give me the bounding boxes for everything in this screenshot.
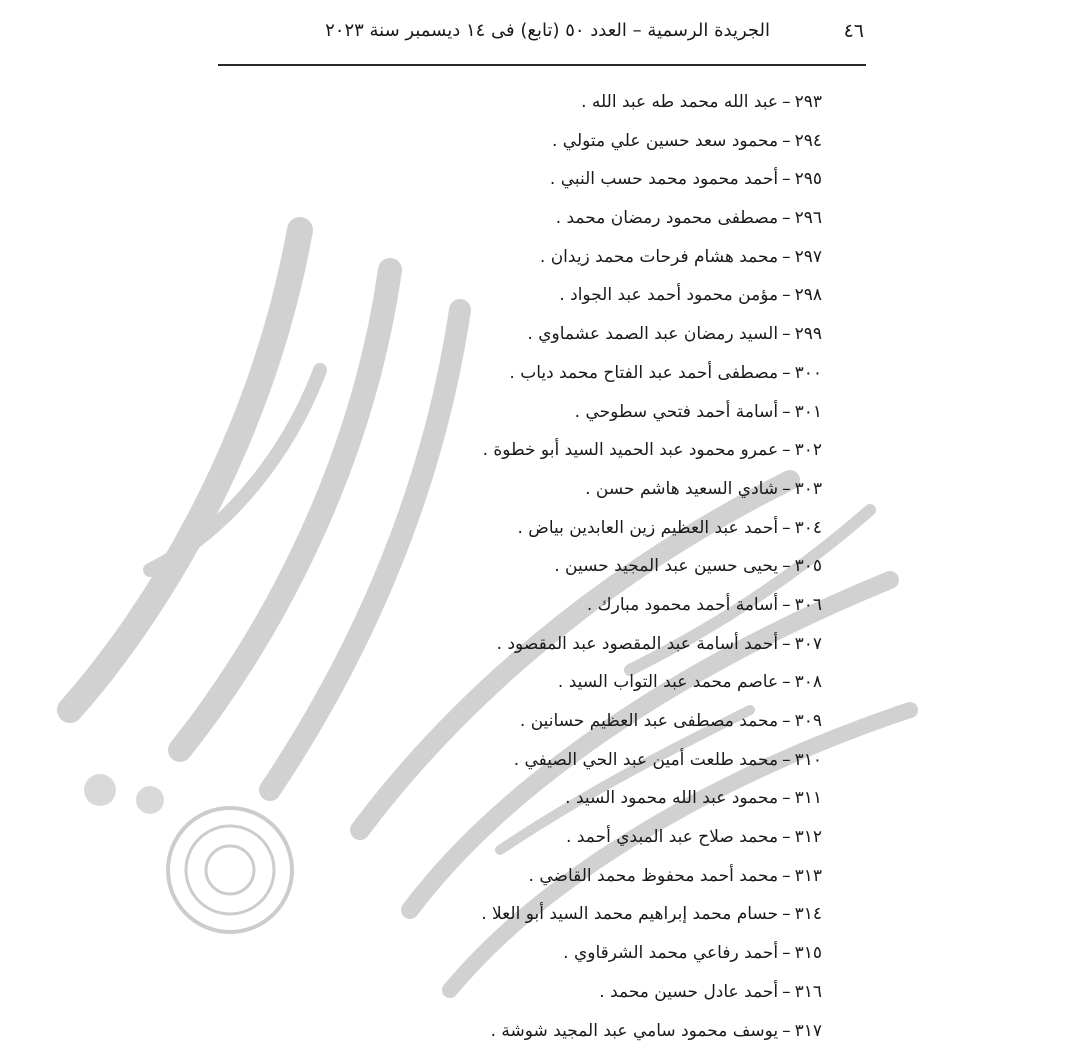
list-item: ٣٠٢–عمرو محمود عبد الحميد السيد أبو خطوة .	[482, 440, 822, 461]
list-item: ٢٩٩–السيد رمضان عبد الصمد عشماوي .	[527, 324, 822, 345]
list-item: ٣٠٩–محمد مصطفى عبد العظيم حسانين .	[519, 711, 822, 731]
list-item: ٣١٠–محمد طلعت أمين عبد الحي الصيفي .	[513, 749, 822, 770]
list-item: ٢٩٦–مصطفى محمود رمضان محمد .	[555, 208, 822, 229]
list-item: ٣١٧–يوسف محمود سامي عبد المجيد شوشة .	[490, 1020, 822, 1041]
list-item: ٣١٥–أحمد رفاعي محمد الشرقاوي .	[563, 943, 822, 964]
list-item: ٣٠٥–يحيى حسين عبد المجيد حسين .	[554, 556, 822, 577]
list-item: ٣٠٤–أحمد عبد العظيم زين العابدين بياض .	[517, 517, 822, 538]
page-header	[218, 14, 866, 52]
list-item: ٢٩٨–مؤمن محمود أحمد عبد الجواد .	[559, 285, 822, 306]
list-item: ٢٩٥–أحمد محمود محمد حسب النبي .	[549, 169, 822, 190]
list-item: ٣٠٨–عاصم محمد عبد التواب السيد .	[557, 672, 822, 693]
list-item: ٢٩٣–عبد الله محمد طه عبد الله .	[581, 92, 822, 112]
gazette-header-title: الجريدة الرسمية – العدد ٥٠ (تابع) فى ١٤ ديسمبر سنة ٢٠٢٣	[325, 20, 770, 41]
list-item: ٣١٣–محمد أحمد محفوظ محمد القاضي .	[528, 865, 822, 886]
list-item: ٢٩٤–محمود سعد حسين علي متولي .	[551, 130, 822, 151]
list-item: ٣١٤–حسام محمد إبراهيم محمد السيد أبو العلا .	[481, 904, 822, 925]
list-item: ٣٠١–أسامة أحمد فتحي سطوحي .	[574, 401, 822, 422]
list-item: ٣٠٦–أسامة أحمد محمود مبارك .	[586, 594, 822, 615]
name-list	[182, 86, 822, 1053]
list-item: ٣٠٧–أحمد أسامة عبد المقصود عبد المقصود .	[496, 633, 822, 654]
list-item: ٣١٦–أحمد عادل حسين محمد .	[599, 981, 822, 1002]
list-item: ٣١٢–محمد صلاح عبد المبدي أحمد .	[566, 827, 822, 848]
list-item: ٢٩٧–محمد هشام فرحات محمد زيدان .	[539, 246, 822, 267]
header-divider	[218, 64, 866, 66]
list-item: ٣٠٣–شادي السعيد هاشم حسن .	[585, 478, 822, 499]
list-item: ٣١١–محمود عبد الله محمود السيد .	[565, 788, 822, 809]
page-number: ٤٦	[843, 20, 864, 42]
list-item: ٣٠٠–مصطفى أحمد عبد الفتاح محمد دياب .	[509, 362, 822, 383]
